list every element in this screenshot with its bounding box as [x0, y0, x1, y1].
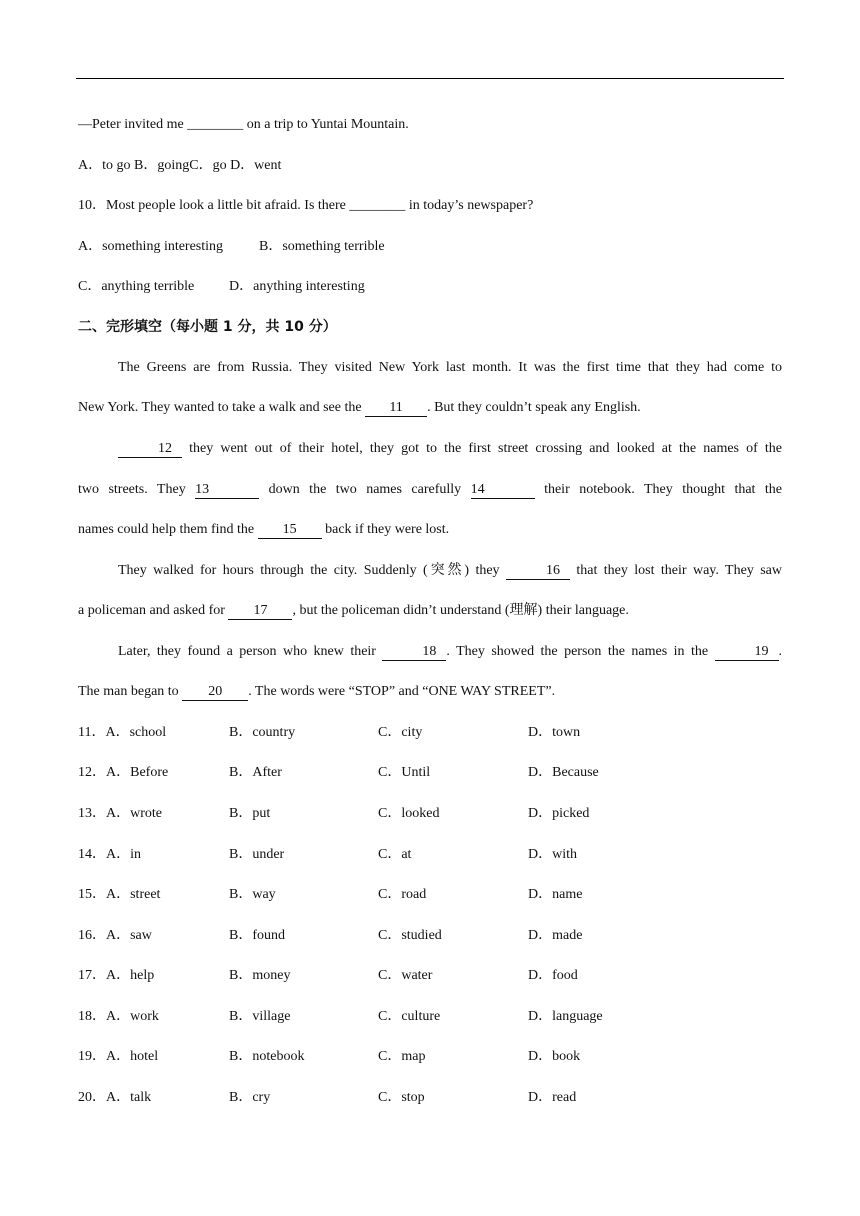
passage-p2-line3: [78, 520, 449, 540]
q13-option-d: D．picked: [528, 806, 590, 821]
passage-p4-line2: [78, 682, 555, 702]
blank-13: 13: [195, 482, 259, 499]
q14-option-a: 14．A．in: [78, 847, 141, 862]
blank-15: 15: [258, 522, 322, 539]
q15-option-d: D．name: [528, 887, 583, 902]
q20-option-a: 20．A．talk: [78, 1090, 152, 1105]
passage-p2-line1: [78, 439, 782, 459]
passage-p3-line1: [78, 561, 782, 581]
q20-option-d: D．read: [528, 1090, 577, 1105]
q14-option-c: C．at: [378, 847, 412, 862]
q10-stem: 10．Most people look a little bit afraid. Is there ________ in today’s newspaper?: [78, 198, 534, 213]
passage-p2-line2: [78, 480, 782, 500]
passage-text: a policeman and asked for: [78, 603, 229, 618]
q13-option-c: C．looked: [378, 806, 440, 821]
q16-option-d: D．made: [528, 928, 583, 943]
blank-11: 11: [365, 400, 427, 417]
header-rule: [76, 78, 784, 79]
passage-text: their notebook. They thought that the: [534, 482, 783, 497]
q18-option-c: C．culture: [378, 1009, 441, 1024]
q14-option-d: D．with: [528, 847, 577, 862]
q15-option-c: C．road: [378, 887, 427, 902]
blank-12: 12: [118, 441, 182, 458]
passage-text: . They showed the person the names in the: [446, 644, 715, 659]
passage-text: they went out of their hotel, they got to the first street crossing and looked at the names of the: [182, 441, 782, 456]
q9-options: A．to go B．goingC．go D．went: [78, 158, 282, 173]
passage-text: Later, they found a person who knew their: [118, 644, 383, 659]
passage-text: New York. They wanted to take a walk and see the: [78, 400, 366, 415]
q17-option-b: B．money: [229, 968, 291, 983]
q12-option-b: B．After: [229, 765, 282, 780]
passage-text: names could help them find the: [78, 522, 258, 537]
q13-option-b: B．put: [229, 806, 271, 821]
passage-text: down the two names carefully: [259, 482, 471, 497]
q16-option-c: C．studied: [378, 928, 442, 943]
q14-option-b: B．under: [229, 847, 285, 862]
passage-p1-line2: [78, 398, 641, 418]
q10-option-b: B．something terrible: [259, 239, 385, 254]
blank-17: 17: [228, 603, 292, 620]
q18-option-b: B．village: [229, 1009, 291, 1024]
q16-option-a: 16．A．saw: [78, 928, 152, 943]
q10-option-a: A．something interesting: [78, 239, 224, 254]
passage-text: two streets. They: [78, 482, 196, 497]
q17-option-c: C．water: [378, 968, 433, 983]
passage-text: The man began to: [78, 684, 183, 699]
q11-option-d: D．town: [528, 725, 581, 740]
q9-stem: —Peter invited me ________ on a trip to Yuntai Mountain.: [78, 117, 409, 132]
blank-18: 18: [382, 644, 446, 661]
q19-option-a: 19．A．hotel: [78, 1049, 159, 1064]
q18-option-a: 18．A．work: [78, 1009, 159, 1024]
q12-option-a: 12．A．Before: [78, 765, 169, 780]
q12-option-d: D．Because: [528, 765, 599, 780]
blank-20: 20: [182, 684, 248, 701]
q19-option-b: B．notebook: [229, 1049, 305, 1064]
q16-option-b: B．found: [229, 928, 285, 943]
passage-p4-line1: [78, 642, 782, 662]
q17-option-d: D．food: [528, 968, 578, 983]
q20-option-c: C．stop: [378, 1090, 425, 1105]
passage-text: back if they were lost.: [321, 522, 450, 537]
q19-option-c: C．map: [378, 1049, 426, 1064]
q18-option-d: D．language: [528, 1009, 603, 1024]
passage-text: . The words were “STOP” and “ONE WAY STREET”.: [248, 684, 556, 699]
q20-option-b: B．cry: [229, 1090, 271, 1105]
q13-option-a: 13．A．wrote: [78, 806, 162, 821]
q11-option-c: C．city: [378, 725, 423, 740]
q10-option-d: D．anything interesting: [229, 279, 365, 294]
q11-option-a: 11．A．school: [78, 725, 167, 740]
section-heading: 二、完形填空（每小题 1 分，共 10 分）: [78, 319, 337, 335]
passage-text: . But they couldn’t speak any English.: [427, 400, 641, 415]
q15-option-a: 15．A．street: [78, 887, 161, 902]
passage-text: They walked for hours through the city. Suddenly (突然) they: [118, 563, 506, 578]
q15-option-b: B．way: [229, 887, 276, 902]
q17-option-a: 17．A．help: [78, 968, 155, 983]
passage-text: .: [778, 644, 782, 659]
q11-option-b: B．country: [229, 725, 296, 740]
passage-text: that they lost their way. They saw: [569, 563, 782, 578]
passage-p3-line2: [78, 601, 629, 621]
passage-p1-line1: The Greens are from Russia. They visited New York last month. It was the first time that they had come to: [118, 360, 782, 375]
q10-option-c: C．anything terrible: [78, 279, 195, 294]
blank-19: 19: [715, 644, 779, 661]
passage-text: , but the policeman didn’t understand (理解) their language.: [292, 603, 629, 618]
blank-14: 14: [471, 482, 535, 499]
q19-option-d: D．book: [528, 1049, 581, 1064]
blank-16: 16: [506, 563, 570, 580]
q12-option-c: C．Until: [378, 765, 431, 780]
